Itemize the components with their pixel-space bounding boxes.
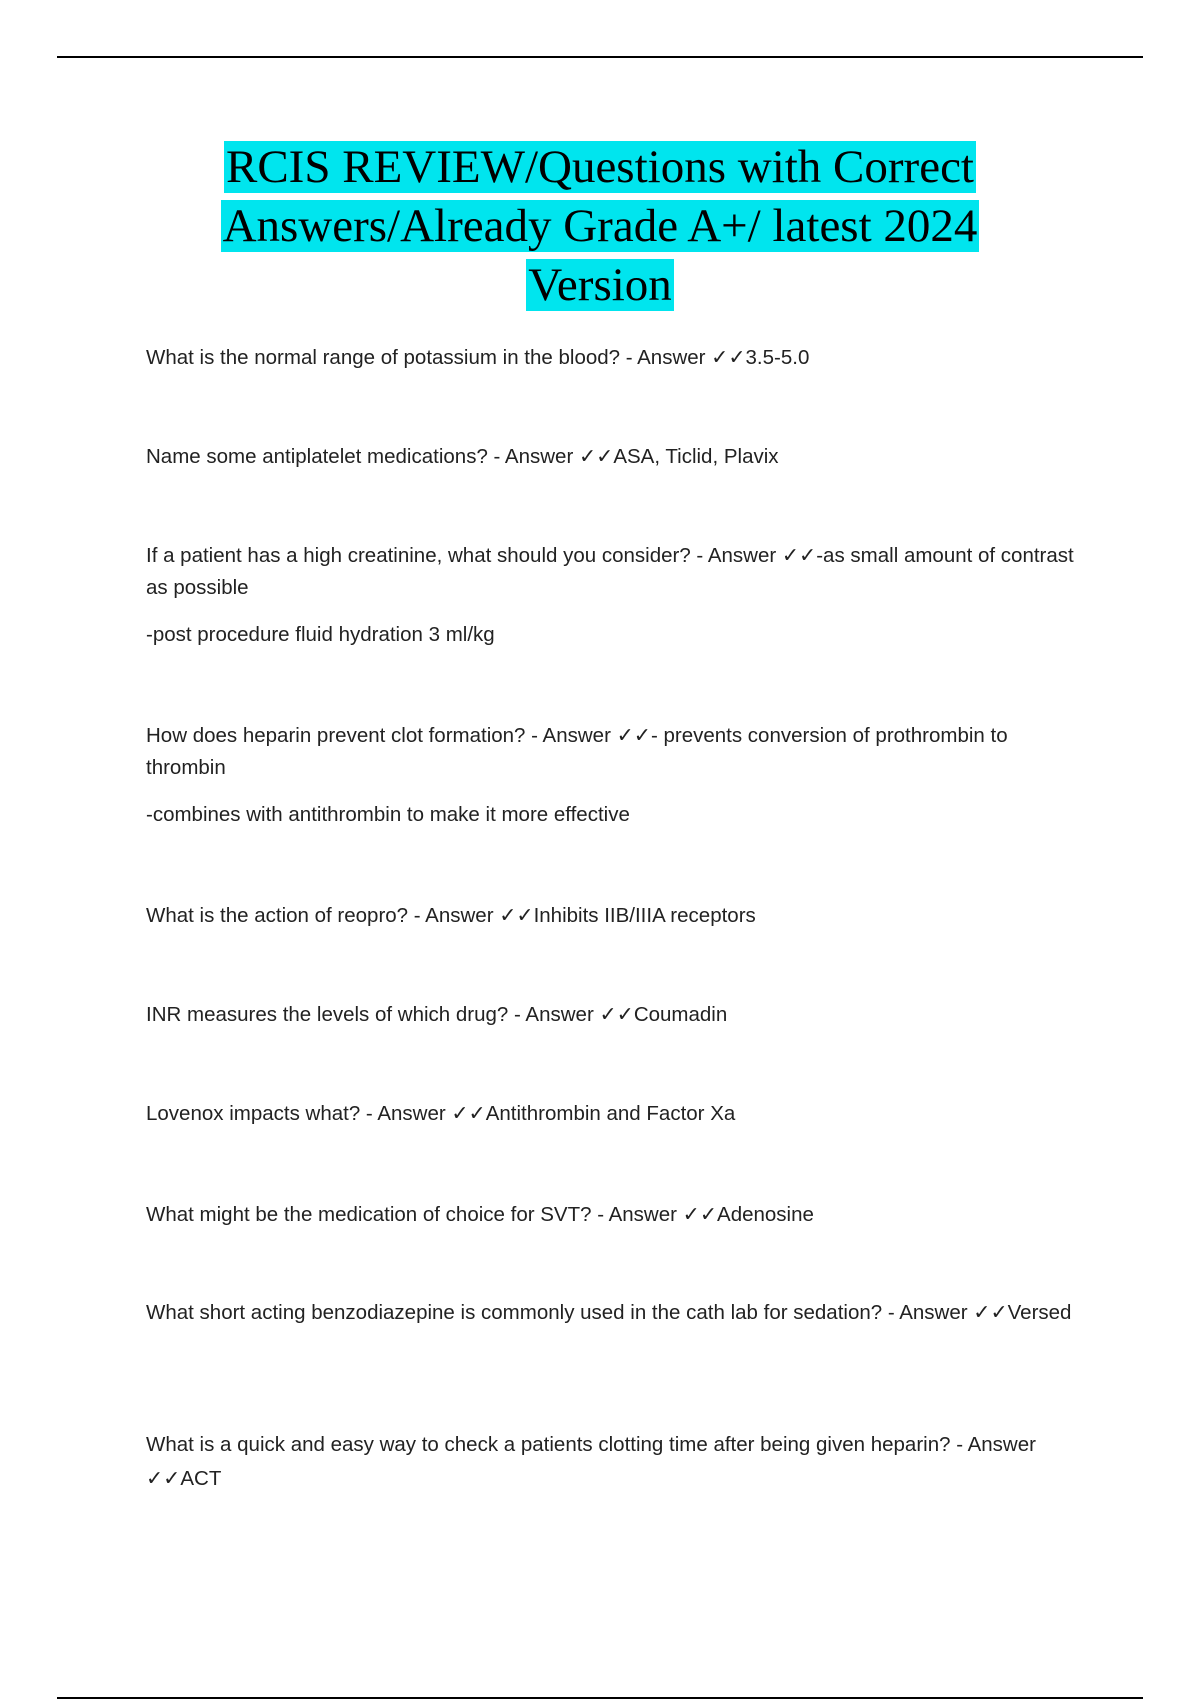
- qa-item: [146, 342, 1076, 374]
- qa-question-answer: What is a quick and easy way to check a patients clotting time after being given heparin? - Answer ✓✓ACT: [146, 1433, 1036, 1490]
- qa-item: [146, 720, 1076, 831]
- qa-item: [146, 900, 1076, 932]
- qa-item: [146, 441, 1076, 473]
- qa-question-answer: INR measures the levels of which drug? - Answer ✓✓Coumadin: [146, 1003, 728, 1026]
- title-line-1: RCIS REVIEW/Questions with Correct: [225, 141, 974, 193]
- qa-item: [146, 1199, 1076, 1231]
- document-title: [0, 138, 1200, 315]
- qa-answer-continuation: -combines with antithrombin to make it more effective: [146, 803, 630, 826]
- bottom-rule: [57, 1697, 1143, 1699]
- qa-item: [146, 999, 1076, 1031]
- qa-item: [146, 1428, 1076, 1496]
- qa-item: [146, 1295, 1076, 1331]
- qa-answer-continuation: -post procedure fluid hydration 3 ml/kg: [146, 623, 495, 646]
- qa-item: [146, 1098, 1076, 1130]
- qa-item: [146, 540, 1076, 651]
- qa-question-answer: If a patient has a high creatinine, what should you consider? - Answer ✓✓-as small amount of contrast as possible: [146, 544, 1074, 599]
- top-rule: [57, 56, 1143, 58]
- title-line-3: Version: [528, 259, 672, 311]
- title-line-2: Answers/Already Grade A+/ latest 2024: [222, 200, 978, 252]
- qa-question-answer: What is the normal range of potassium in the blood? - Answer ✓✓3.5-5.0: [146, 346, 810, 369]
- qa-question-answer: What short acting benzodiazepine is commonly used in the cath lab for sedation? - Answer ✓✓Versed: [146, 1301, 1072, 1324]
- qa-question-answer: How does heparin prevent clot formation? - Answer ✓✓- prevents conversion of prothrombin to thrombin: [146, 724, 1008, 779]
- qa-question-answer: Lovenox impacts what? - Answer ✓✓Antithrombin and Factor Xa: [146, 1102, 736, 1125]
- qa-question-answer: Name some antiplatelet medications? - Answer ✓✓ASA, Ticlid, Plavix: [146, 445, 779, 468]
- qa-question-answer: What is the action of reopro? - Answer ✓✓Inhibits IIB/IIIA receptors: [146, 904, 756, 927]
- qa-question-answer: What might be the medication of choice for SVT? - Answer ✓✓Adenosine: [146, 1203, 814, 1226]
